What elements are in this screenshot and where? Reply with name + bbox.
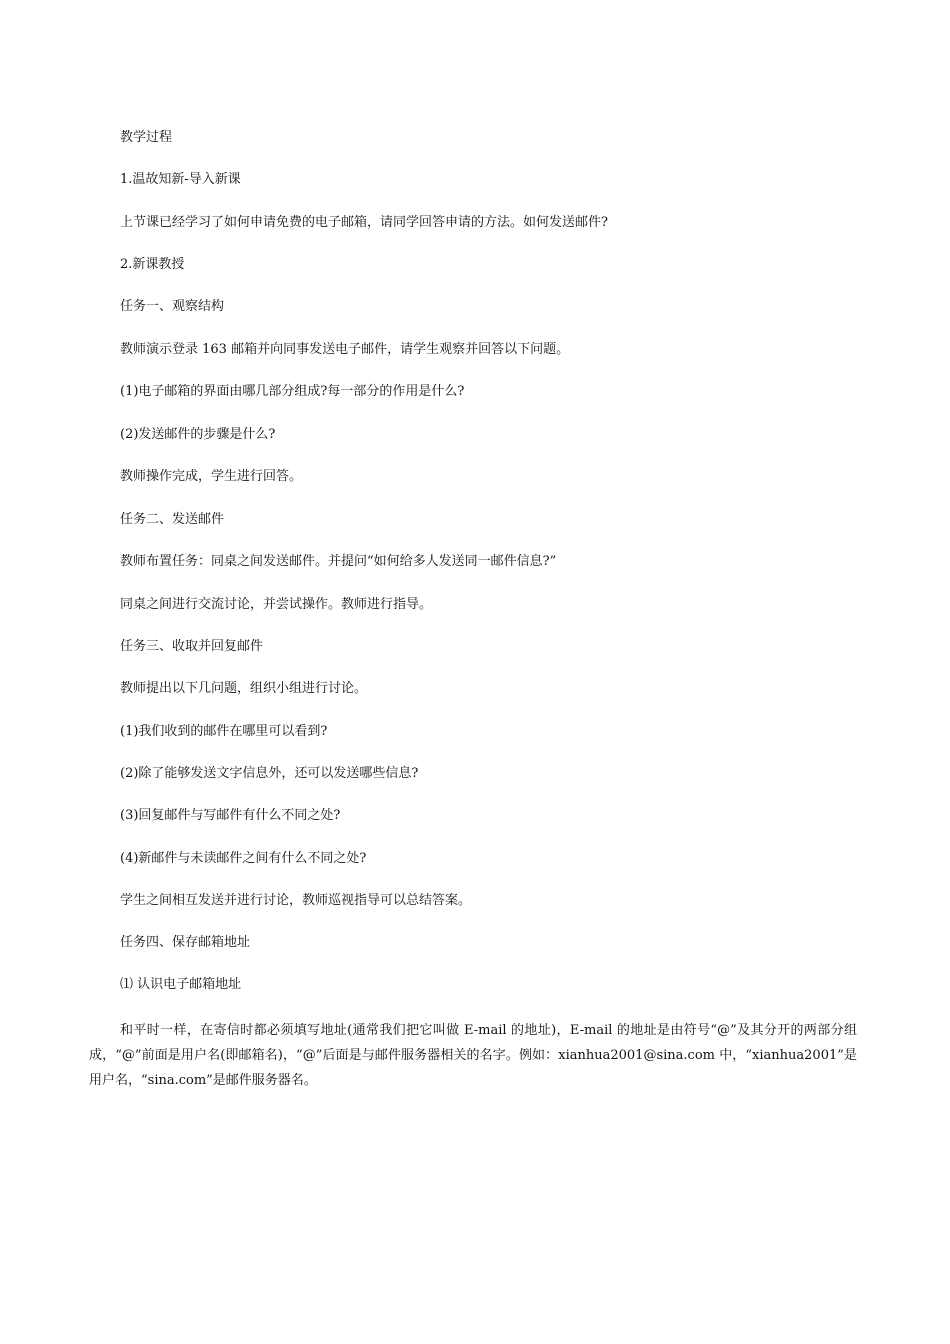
question-item: (3)回复邮件与写邮件有什么不同之处?: [120, 808, 341, 823]
step-heading-new-lesson: 2.新课教授: [120, 257, 185, 272]
task-heading-3: 任务三、收取并回复邮件: [120, 639, 264, 654]
task-heading-1: 任务一、观察结构: [120, 299, 225, 314]
text-line: 上节课已经学习了如何申请免费的电子邮箱，请同学回答申请的方法。如何发送邮件?: [120, 215, 608, 230]
text-line: 教师布置任务：同桌之间发送邮件。并提问“如何给多人发送同一邮件信息?”: [120, 554, 557, 569]
text-line: 教师操作完成，学生进行回答。: [120, 469, 303, 484]
text-line: 教师演示登录 163 邮箱并向同事发送电子邮件，请学生观察并回答以下问题。: [120, 342, 570, 357]
step-heading-review: 1.温故知新-导入新课: [120, 172, 241, 187]
sub-item-heading: ⑴ 认识电子邮箱地址: [120, 977, 242, 992]
email-address-paragraph: 和平时一样，在寄信时都必须填写地址(通常我们把它叫做 E-mail 的地址)，E-mail 的地址是由符号“@”及其分开的两部分组成，“@”前面是用户名(即邮箱名)，“@”后面是与邮件服务器相关的名字。例如：xianhua2001@sina.com 中，“xianhua2001”是用户名，“sina.com”是邮件服务器名。: [89, 1023, 857, 1088]
question-item: (2)发送邮件的步骤是什么?: [120, 427, 276, 442]
text-line: 同桌之间进行交流讨论，并尝试操作。教师进行指导。: [120, 597, 433, 612]
text-line: 学生之间相互发送并进行讨论，教师巡视指导可以总结答案。: [120, 893, 472, 908]
task-heading-4: 任务四、保存邮箱地址: [120, 935, 251, 950]
question-item: (1)电子邮箱的界面由哪几部分组成?每一部分的作用是什么?: [120, 384, 465, 399]
text-line: 教师提出以下几问题，组织小组进行讨论。: [120, 681, 368, 696]
question-item: (2)除了能够发送文字信息外，还可以发送哪些信息?: [120, 766, 419, 781]
question-item: (4)新邮件与未读邮件之间有什么不同之处?: [120, 851, 367, 866]
section-heading-teaching-process: 教学过程: [120, 130, 173, 145]
task-heading-2: 任务二、发送邮件: [120, 512, 225, 527]
question-item: (1)我们收到的邮件在哪里可以看到?: [120, 724, 328, 739]
